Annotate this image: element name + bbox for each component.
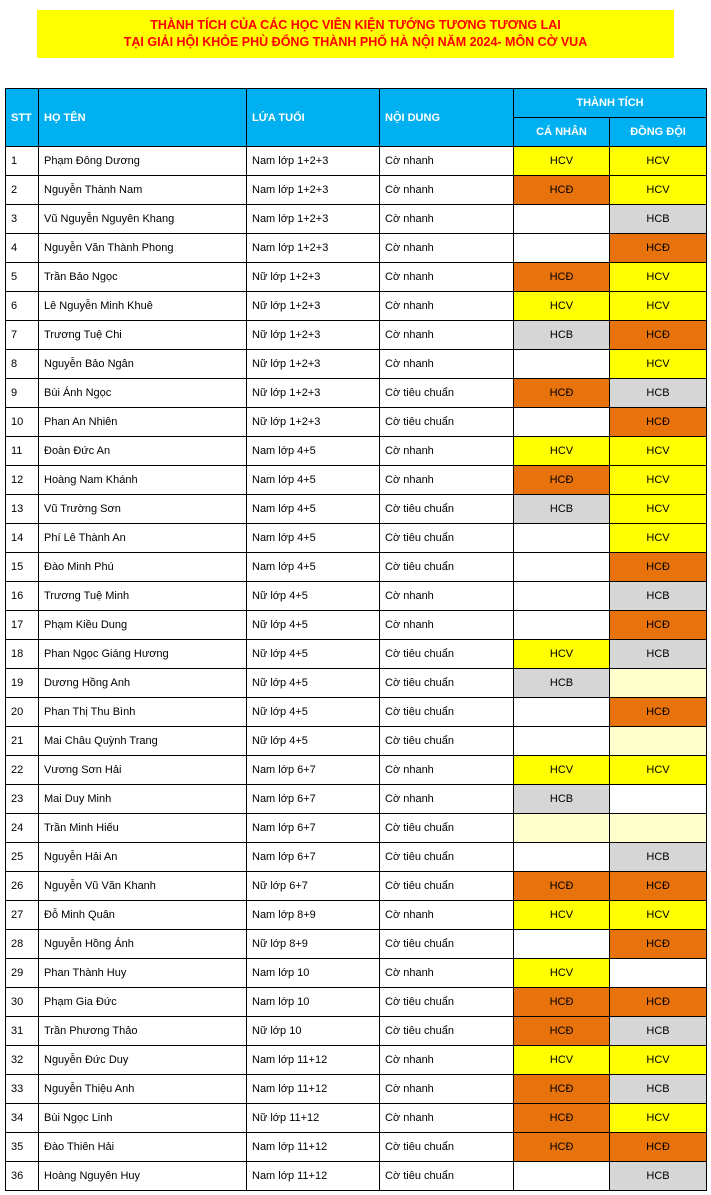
row-team-medal: HCV (610, 756, 707, 785)
row-team-medal: HCV (610, 495, 707, 524)
row-age: Nữ lớp 1+2+3 (247, 263, 380, 292)
row-individual-medal: HCĐ (514, 379, 610, 408)
row-team-medal: HCB (610, 379, 707, 408)
row-team-medal: HCV (610, 147, 707, 176)
table-row (6, 843, 707, 872)
row-name: Phạm Đông Dương (39, 147, 247, 176)
row-content: Cờ nhanh (380, 466, 514, 495)
row-individual-medal: HCB (514, 321, 610, 350)
row-team-medal: HCĐ (610, 1133, 707, 1162)
row-individual-medal (514, 930, 610, 959)
row-team-medal: HCĐ (610, 872, 707, 901)
row-content: Cờ nhanh (380, 959, 514, 988)
row-age: Nam lớp 4+5 (247, 553, 380, 582)
row-content: Cờ tiêu chuẩn (380, 1162, 514, 1191)
row-name: Bùi Ánh Ngọc (39, 379, 247, 408)
row-individual-medal (514, 814, 610, 843)
row-stt: 8 (6, 350, 39, 379)
row-name: Phan An Nhiên (39, 408, 247, 437)
row-stt: 27 (6, 901, 39, 930)
row-team-medal: HCB (610, 1162, 707, 1191)
table-row (6, 785, 707, 814)
row-content: Cờ tiêu chuẩn (380, 843, 514, 872)
row-individual-medal: HCĐ (514, 988, 610, 1017)
table-row (6, 1075, 707, 1104)
row-stt: 22 (6, 756, 39, 785)
row-name: Nguyễn Vũ Văn Khanh (39, 872, 247, 901)
table-row (6, 234, 707, 263)
row-name: Nguyễn Thành Nam (39, 176, 247, 205)
col-header-content: NỘI DUNG (380, 89, 514, 147)
row-content: Cờ nhanh (380, 292, 514, 321)
row-team-medal: HCB (610, 205, 707, 234)
row-team-medal: HCĐ (610, 553, 707, 582)
row-individual-medal: HCĐ (514, 1075, 610, 1104)
row-content: Cờ tiêu chuẩn (380, 698, 514, 727)
row-age: Nam lớp 6+7 (247, 756, 380, 785)
table-row (6, 1162, 707, 1191)
row-content: Cờ nhanh (380, 1104, 514, 1133)
row-content: Cờ nhanh (380, 582, 514, 611)
row-individual-medal: HCĐ (514, 263, 610, 292)
title-line-1: THÀNH TÍCH CỦA CÁC HỌC VIÊN KIỆN TƯỚNG TƯƠNG TƯƠNG LAI (150, 18, 561, 32)
row-team-medal: HCB (610, 843, 707, 872)
row-team-medal: HCĐ (610, 321, 707, 350)
row-name: Mai Duy Minh (39, 785, 247, 814)
row-stt: 13 (6, 495, 39, 524)
row-age: Nam lớp 11+12 (247, 1162, 380, 1191)
row-age: Nữ lớp 4+5 (247, 611, 380, 640)
table-row (6, 1046, 707, 1075)
row-age: Nam lớp 1+2+3 (247, 205, 380, 234)
row-team-medal (610, 785, 707, 814)
row-age: Nữ lớp 4+5 (247, 698, 380, 727)
title-line-2: TẠI GIẢI HỘI KHỎE PHÙ ĐỔNG THÀNH PHỐ HÀ NỘI NĂM 2024- MÔN CỜ VUA (123, 35, 588, 49)
row-content: Cờ nhanh (380, 756, 514, 785)
row-name: Vũ Trường Sơn (39, 495, 247, 524)
col-header-age: LỨA TUỔI (247, 89, 380, 147)
row-stt: 25 (6, 843, 39, 872)
row-age: Nữ lớp 4+5 (247, 669, 380, 698)
table-row (6, 814, 707, 843)
table-row (6, 959, 707, 988)
row-stt: 21 (6, 727, 39, 756)
row-stt: 12 (6, 466, 39, 495)
row-individual-medal (514, 553, 610, 582)
row-age: Nam lớp 11+12 (247, 1075, 380, 1104)
row-content: Cờ tiêu chuẩn (380, 988, 514, 1017)
row-content: Cờ tiêu chuẩn (380, 640, 514, 669)
results-table (5, 88, 707, 1191)
row-individual-medal: HCV (514, 1046, 610, 1075)
row-individual-medal (514, 1162, 610, 1191)
table-row (6, 988, 707, 1017)
table-row (6, 611, 707, 640)
table-row (6, 437, 707, 466)
row-name: Đoàn Đức An (39, 437, 247, 466)
row-content: Cờ tiêu chuẩn (380, 408, 514, 437)
row-team-medal: HCV (610, 350, 707, 379)
row-team-medal: HCĐ (610, 698, 707, 727)
row-name: Phạm Gia Đức (39, 988, 247, 1017)
row-stt: 32 (6, 1046, 39, 1075)
row-team-medal: HCV (610, 1046, 707, 1075)
row-name: Trần Bảo Ngọc (39, 263, 247, 292)
table-row (6, 147, 707, 176)
row-age: Nam lớp 6+7 (247, 814, 380, 843)
row-individual-medal: HCĐ (514, 1133, 610, 1162)
row-stt: 7 (6, 321, 39, 350)
row-name: Mai Châu Quỳnh Trang (39, 727, 247, 756)
row-individual-medal: HCĐ (514, 1017, 610, 1046)
row-stt: 19 (6, 669, 39, 698)
row-name: Nguyễn Bảo Ngân (39, 350, 247, 379)
row-team-medal (610, 814, 707, 843)
row-age: Nam lớp 11+12 (247, 1046, 380, 1075)
row-stt: 30 (6, 988, 39, 1017)
row-stt: 18 (6, 640, 39, 669)
row-content: Cờ nhanh (380, 176, 514, 205)
row-content: Cờ tiêu chuẩn (380, 872, 514, 901)
row-age: Nam lớp 10 (247, 988, 380, 1017)
row-stt: 17 (6, 611, 39, 640)
table-row (6, 495, 707, 524)
row-stt: 26 (6, 872, 39, 901)
row-stt: 10 (6, 408, 39, 437)
row-name: Phạm Kiều Dung (39, 611, 247, 640)
row-content: Cờ tiêu chuẩn (380, 1017, 514, 1046)
row-age: Nam lớp 4+5 (247, 437, 380, 466)
row-age: Nữ lớp 1+2+3 (247, 408, 380, 437)
table-body (6, 147, 707, 1191)
row-name: Nguyễn Hải An (39, 843, 247, 872)
row-team-medal (610, 959, 707, 988)
row-name: Vương Sơn Hải (39, 756, 247, 785)
row-age: Nữ lớp 1+2+3 (247, 379, 380, 408)
row-individual-medal: HCV (514, 437, 610, 466)
row-individual-medal (514, 611, 610, 640)
row-team-medal: HCB (610, 1075, 707, 1104)
row-individual-medal: HCV (514, 901, 610, 930)
row-name: Vũ Nguyễn Nguyên Khang (39, 205, 247, 234)
row-content: Cờ nhanh (380, 263, 514, 292)
row-name: Phan Ngọc Giáng Hương (39, 640, 247, 669)
row-content: Cờ tiêu chuẩn (380, 814, 514, 843)
row-age: Nam lớp 1+2+3 (247, 234, 380, 263)
row-content: Cờ nhanh (380, 437, 514, 466)
table-row (6, 698, 707, 727)
row-individual-medal (514, 234, 610, 263)
row-age: Nam lớp 6+7 (247, 785, 380, 814)
row-team-medal: HCV (610, 437, 707, 466)
row-individual-medal (514, 843, 610, 872)
row-name: Đỗ Minh Quân (39, 901, 247, 930)
row-team-medal: HCV (610, 1104, 707, 1133)
row-content: Cờ nhanh (380, 205, 514, 234)
row-individual-medal: HCB (514, 785, 610, 814)
row-individual-medal: HCV (514, 292, 610, 321)
row-individual-medal: HCV (514, 640, 610, 669)
row-stt: 14 (6, 524, 39, 553)
row-team-medal: HCĐ (610, 988, 707, 1017)
row-stt: 20 (6, 698, 39, 727)
row-name: Trần Phương Thảo (39, 1017, 247, 1046)
row-individual-medal (514, 205, 610, 234)
row-individual-medal: HCV (514, 756, 610, 785)
table-row (6, 727, 707, 756)
table-row (6, 292, 707, 321)
row-name: Trương Tuệ Minh (39, 582, 247, 611)
row-individual-medal: HCĐ (514, 1104, 610, 1133)
row-age: Nữ lớp 8+9 (247, 930, 380, 959)
row-individual-medal: HCB (514, 495, 610, 524)
row-content: Cờ nhanh (380, 1075, 514, 1104)
row-name: Hoàng Nam Khánh (39, 466, 247, 495)
row-team-medal: HCB (610, 640, 707, 669)
row-age: Nam lớp 4+5 (247, 524, 380, 553)
table-row (6, 321, 707, 350)
table-row (6, 930, 707, 959)
row-content: Cờ tiêu chuẩn (380, 669, 514, 698)
row-stt: 3 (6, 205, 39, 234)
table-row (6, 263, 707, 292)
row-team-medal: HCĐ (610, 408, 707, 437)
row-age: Nam lớp 4+5 (247, 466, 380, 495)
row-stt: 35 (6, 1133, 39, 1162)
row-age: Nữ lớp 1+2+3 (247, 350, 380, 379)
row-team-medal: HCĐ (610, 611, 707, 640)
row-team-medal (610, 669, 707, 698)
row-stt: 28 (6, 930, 39, 959)
row-content: Cờ nhanh (380, 785, 514, 814)
row-content: Cờ tiêu chuẩn (380, 930, 514, 959)
row-stt: 11 (6, 437, 39, 466)
row-content: Cờ nhanh (380, 234, 514, 263)
row-content: Cờ nhanh (380, 350, 514, 379)
row-team-medal: HCB (610, 582, 707, 611)
row-name: Nguyễn Văn Thành Phong (39, 234, 247, 263)
row-name: Trần Minh Hiếu (39, 814, 247, 843)
table-row (6, 408, 707, 437)
row-name: Nguyễn Đức Duy (39, 1046, 247, 1075)
row-team-medal: HCV (610, 524, 707, 553)
row-team-medal: HCV (610, 466, 707, 495)
row-name: Phí Lê Thành An (39, 524, 247, 553)
row-stt: 9 (6, 379, 39, 408)
table-header-row-1 (6, 89, 707, 118)
row-content: Cờ nhanh (380, 1046, 514, 1075)
row-age: Nữ lớp 4+5 (247, 582, 380, 611)
row-team-medal: HCĐ (610, 234, 707, 263)
row-age: Nam lớp 4+5 (247, 495, 380, 524)
row-name: Phan Thị Thu Bình (39, 698, 247, 727)
table-row (6, 872, 707, 901)
table-row (6, 176, 707, 205)
title-banner (37, 10, 674, 58)
table-row (6, 1133, 707, 1162)
row-individual-medal (514, 698, 610, 727)
row-name: Bùi Ngọc Linh (39, 1104, 247, 1133)
row-name: Trương Tuệ Chi (39, 321, 247, 350)
row-age: Nam lớp 10 (247, 959, 380, 988)
row-content: Cờ tiêu chuẩn (380, 495, 514, 524)
row-content: Cờ nhanh (380, 147, 514, 176)
row-stt: 31 (6, 1017, 39, 1046)
row-stt: 4 (6, 234, 39, 263)
row-age: Nam lớp 11+12 (247, 1133, 380, 1162)
row-stt: 33 (6, 1075, 39, 1104)
col-header-individual: CÁ NHÂN (514, 118, 610, 147)
row-stt: 1 (6, 147, 39, 176)
row-stt: 6 (6, 292, 39, 321)
row-individual-medal: HCĐ (514, 176, 610, 205)
row-name: Đào Minh Phú (39, 553, 247, 582)
row-individual-medal (514, 524, 610, 553)
row-stt: 2 (6, 176, 39, 205)
row-individual-medal: HCV (514, 147, 610, 176)
table-row (6, 350, 707, 379)
row-content: Cờ nhanh (380, 901, 514, 930)
row-individual-medal (514, 582, 610, 611)
row-age: Nữ lớp 1+2+3 (247, 292, 380, 321)
table-row (6, 756, 707, 785)
row-age: Nữ lớp 4+5 (247, 727, 380, 756)
table-row (6, 582, 707, 611)
table-row (6, 553, 707, 582)
row-team-medal: HCB (610, 1017, 707, 1046)
row-name: Nguyễn Hồng Ánh (39, 930, 247, 959)
row-name: Đào Thiên Hải (39, 1133, 247, 1162)
row-content: Cờ tiêu chuẩn (380, 727, 514, 756)
col-header-name: HỌ TÊN (39, 89, 247, 147)
row-team-medal: HCV (610, 263, 707, 292)
col-header-achievement: THÀNH TÍCH (514, 89, 707, 118)
row-content: Cờ tiêu chuẩn (380, 524, 514, 553)
row-age: Nữ lớp 4+5 (247, 640, 380, 669)
row-name: Hoàng Nguyên Huy (39, 1162, 247, 1191)
row-age: Nam lớp 1+2+3 (247, 147, 380, 176)
table-row (6, 524, 707, 553)
table-header (6, 89, 707, 147)
row-age: Nữ lớp 6+7 (247, 872, 380, 901)
row-name: Nguyễn Thiệu Anh (39, 1075, 247, 1104)
row-individual-medal (514, 408, 610, 437)
row-name: Lê Nguyễn Minh Khuê (39, 292, 247, 321)
row-content: Cờ tiêu chuẩn (380, 553, 514, 582)
row-team-medal: HCĐ (610, 930, 707, 959)
row-content: Cờ tiêu chuẩn (380, 1133, 514, 1162)
table-row (6, 1104, 707, 1133)
row-stt: 24 (6, 814, 39, 843)
table-row (6, 640, 707, 669)
row-team-medal (610, 727, 707, 756)
row-stt: 36 (6, 1162, 39, 1191)
row-age: Nam lớp 1+2+3 (247, 176, 380, 205)
row-age: Nam lớp 6+7 (247, 843, 380, 872)
row-stt: 5 (6, 263, 39, 292)
row-individual-medal: HCĐ (514, 466, 610, 495)
row-age: Nữ lớp 11+12 (247, 1104, 380, 1133)
row-content: Cờ nhanh (380, 321, 514, 350)
row-stt: 34 (6, 1104, 39, 1133)
table-row (6, 205, 707, 234)
row-age: Nữ lớp 10 (247, 1017, 380, 1046)
row-team-medal: HCV (610, 176, 707, 205)
row-team-medal: HCV (610, 292, 707, 321)
row-name: Dương Hồng Anh (39, 669, 247, 698)
table-row (6, 466, 707, 495)
row-name: Phan Thành Huy (39, 959, 247, 988)
row-individual-medal (514, 350, 610, 379)
row-stt: 15 (6, 553, 39, 582)
row-stt: 23 (6, 785, 39, 814)
row-individual-medal: HCĐ (514, 872, 610, 901)
row-age: Nữ lớp 1+2+3 (247, 321, 380, 350)
row-stt: 16 (6, 582, 39, 611)
row-individual-medal (514, 727, 610, 756)
row-content: Cờ tiêu chuẩn (380, 379, 514, 408)
table-row (6, 669, 707, 698)
table-row (6, 1017, 707, 1046)
table-row (6, 901, 707, 930)
col-header-team: ĐỒNG ĐỘI (610, 118, 707, 147)
row-age: Nam lớp 8+9 (247, 901, 380, 930)
row-individual-medal: HCB (514, 669, 610, 698)
row-stt: 29 (6, 959, 39, 988)
row-team-medal: HCV (610, 901, 707, 930)
row-content: Cờ nhanh (380, 611, 514, 640)
row-individual-medal: HCV (514, 959, 610, 988)
table-row (6, 379, 707, 408)
col-header-stt: STT (6, 89, 39, 147)
